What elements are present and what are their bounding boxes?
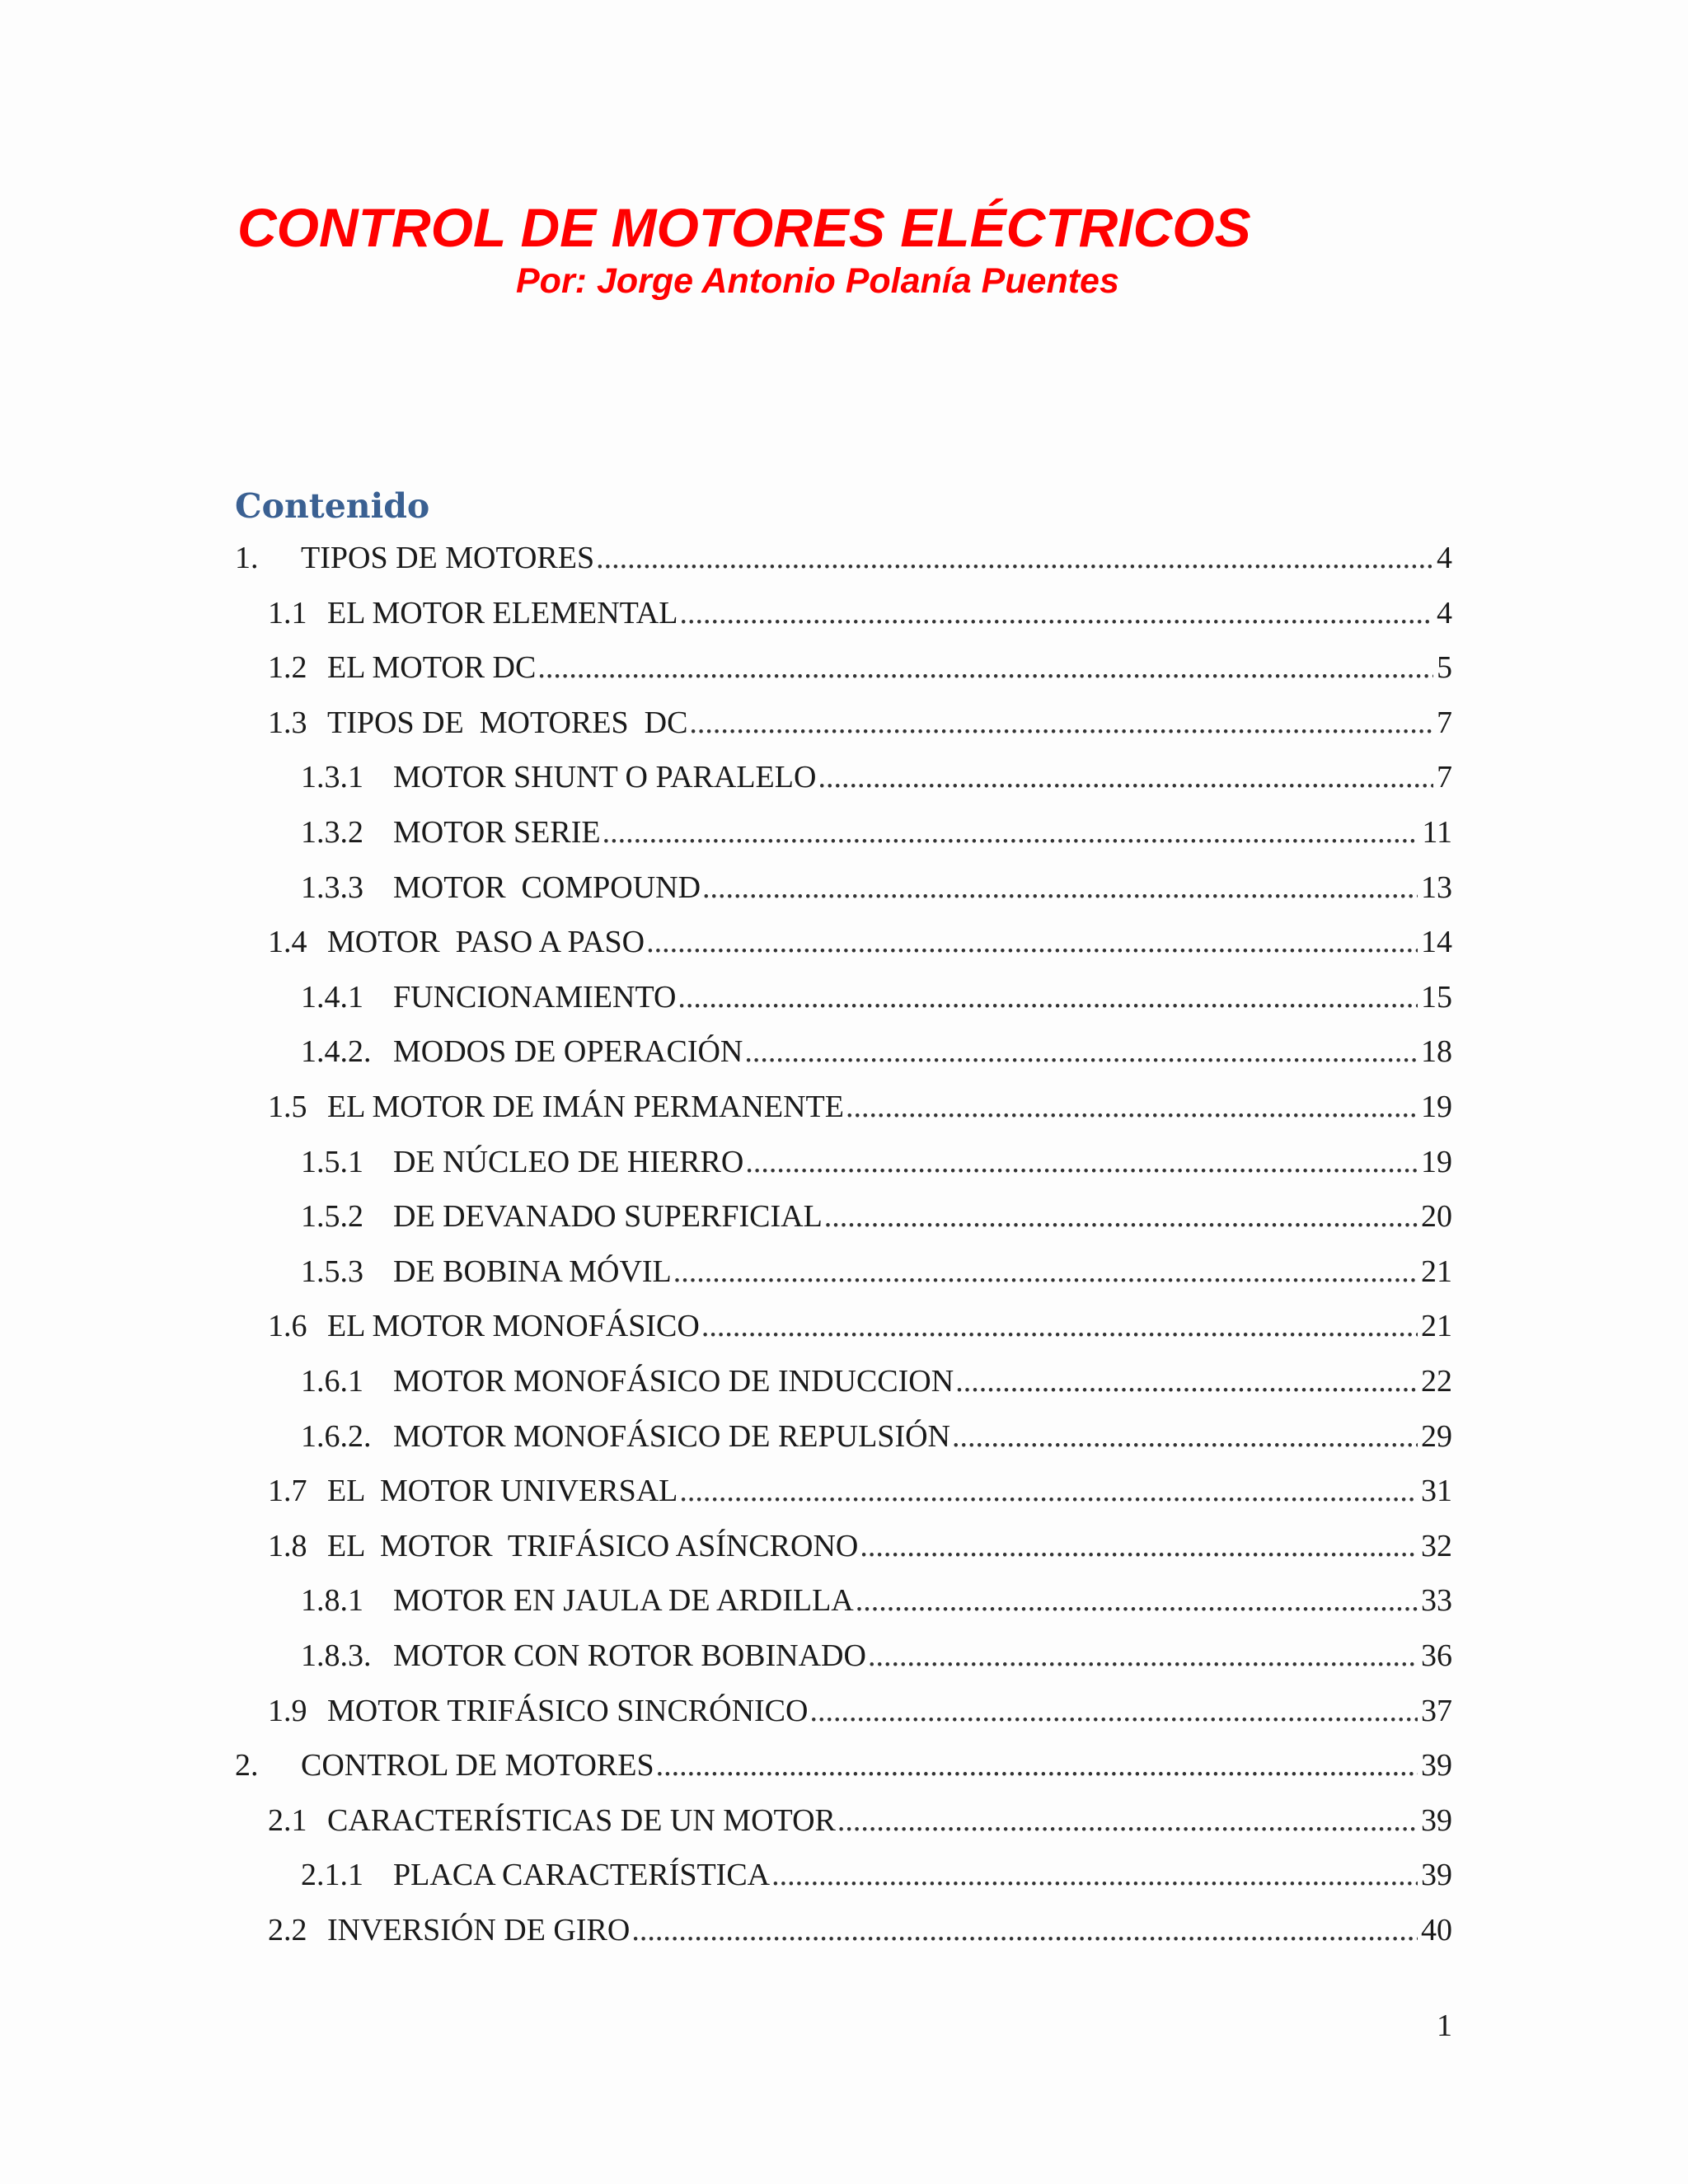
- toc-entry[interactable]: [301, 1194, 1452, 1239]
- toc-entry-label: CARACTERÍSTICAS DE UN MOTOR: [327, 1803, 836, 1838]
- toc-entry-label: PLACA CARACTERÍSTICA: [393, 1858, 771, 1892]
- toc-entry[interactable]: [268, 1469, 1452, 1513]
- toc-entry-label: MOTOR PASO A PASO: [327, 925, 645, 959]
- toc-entry-page: 21: [1421, 1254, 1452, 1289]
- toc-entry-number: 1.1: [268, 596, 307, 630]
- toc-dot-leader: [860, 1524, 1418, 1568]
- toc-entry-label: MOTOR CON ROTOR BOBINADO: [393, 1638, 866, 1673]
- toc-entry-label: DE NÚCLEO DE HIERRO: [393, 1145, 744, 1179]
- toc-entry-page: 19: [1421, 1090, 1452, 1124]
- toc-entry-page: 36: [1421, 1638, 1452, 1673]
- toc-entry[interactable]: [268, 591, 1452, 635]
- toc-entry-page: 37: [1421, 1694, 1452, 1728]
- toc-entry[interactable]: [268, 1085, 1452, 1129]
- toc-entry-label: DE DEVANADO SUPERFICIAL: [393, 1199, 823, 1234]
- toc-dot-leader: [702, 865, 1418, 910]
- toc-entry-number: 1.5.2: [301, 1199, 363, 1234]
- toc-dot-leader: [656, 1743, 1418, 1788]
- toc-dot-leader: [673, 1249, 1418, 1294]
- toc-entry-page: 14: [1421, 925, 1452, 959]
- toc-dot-leader: [745, 1140, 1418, 1184]
- toc-entry-number: 1.5.3: [301, 1254, 363, 1289]
- toc-entry[interactable]: [268, 1524, 1452, 1568]
- toc-entry-number: 2.1: [268, 1803, 307, 1838]
- toc-entry-page: 40: [1421, 1913, 1452, 1947]
- toc-entry-page: 11: [1422, 815, 1452, 850]
- page-number: 1: [1437, 2008, 1452, 2043]
- toc-entry-label: FUNCIONAMIENTO: [393, 980, 677, 1015]
- toc-entry-page: 33: [1421, 1583, 1452, 1618]
- toc-entry[interactable]: [301, 755, 1452, 799]
- toc-dot-leader: [646, 920, 1418, 964]
- toc-entry-label: DE BOBINA MÓVIL: [393, 1254, 672, 1289]
- toc-entry[interactable]: [268, 1908, 1452, 1952]
- toc-dot-leader: [679, 591, 1433, 635]
- toc-entry-number: 1.4: [268, 925, 307, 959]
- toc-dot-leader: [744, 1029, 1418, 1074]
- toc-entry-label: MOTOR MONOFÁSICO DE REPULSIÓN: [393, 1419, 950, 1454]
- toc-entry-page: 15: [1421, 980, 1452, 1015]
- toc-entry-number: 2.1.1: [301, 1858, 363, 1892]
- toc-entry-page: 39: [1421, 1858, 1452, 1892]
- toc-entry-number: 1.3: [268, 705, 307, 740]
- toc-entry[interactable]: [301, 1029, 1452, 1074]
- toc-entry-number: 1.9: [268, 1694, 307, 1728]
- toc-entry-page: 4: [1437, 541, 1452, 575]
- toc-entry-number: 1.3.2: [301, 815, 363, 850]
- toc-entry-number: 1.8: [268, 1529, 307, 1563]
- toc-entry-page: 7: [1437, 760, 1452, 794]
- toc-dot-leader: [596, 536, 1433, 580]
- toc-entry-label: CONTROL DE MOTORES: [301, 1748, 654, 1783]
- toc-entry-label: MODOS DE OPERACIÓN: [393, 1034, 743, 1069]
- toc-dot-leader: [603, 810, 1419, 855]
- toc-heading: Contenido: [235, 486, 430, 526]
- toc-entry-number: 1.4.2.: [301, 1034, 372, 1069]
- document-title: CONTROL DE MOTORES ELÉCTRICOS: [237, 197, 1251, 258]
- toc-entry[interactable]: [301, 865, 1452, 910]
- toc-entry-label: TIPOS DE MOTORES: [301, 541, 595, 575]
- toc-entry-number: 1.5.1: [301, 1145, 363, 1179]
- toc-entry-page: 13: [1421, 870, 1452, 905]
- toc-entry-page: 5: [1437, 650, 1452, 685]
- toc-entry-number: 1.8.1: [301, 1583, 363, 1618]
- toc-entry-page: 31: [1421, 1474, 1452, 1508]
- toc-entry-label: EL MOTOR DE IMÁN PERMANENTE: [327, 1090, 844, 1124]
- toc-entry[interactable]: [301, 810, 1452, 855]
- toc-entry[interactable]: [235, 536, 1452, 580]
- toc-dot-leader: [809, 1689, 1418, 1733]
- toc-entry-label: MOTOR SERIE: [393, 815, 601, 850]
- toc-entry[interactable]: [268, 920, 1452, 964]
- toc-entry-number: 1.6.2.: [301, 1419, 372, 1454]
- toc-entry-label: EL MOTOR MONOFÁSICO: [327, 1309, 700, 1343]
- toc-entry-label: EL MOTOR ELEMENTAL: [327, 596, 678, 630]
- toc-entry[interactable]: [268, 1798, 1452, 1843]
- toc-dot-leader: [818, 755, 1433, 799]
- toc-entry-label: INVERSIÓN DE GIRO: [327, 1913, 631, 1947]
- toc-dot-leader: [679, 1469, 1418, 1513]
- toc-entry-number: 2.2: [268, 1913, 307, 1947]
- toc-dot-leader: [837, 1798, 1418, 1843]
- toc-entry-label: MOTOR SHUNT O PARALELO: [393, 760, 817, 794]
- toc-entry-label: EL MOTOR UNIVERSAL: [327, 1474, 678, 1508]
- toc-entry-page: 4: [1437, 596, 1452, 630]
- toc-entry-page: 20: [1421, 1199, 1452, 1234]
- toc-entry[interactable]: [268, 1689, 1452, 1733]
- toc-entry-page: 21: [1421, 1309, 1452, 1343]
- toc-dot-leader: [868, 1633, 1418, 1678]
- toc-entry-number: 1.4.1: [301, 980, 363, 1015]
- toc-dot-leader: [537, 645, 1433, 690]
- toc-dot-leader: [678, 975, 1418, 1019]
- toc-entry-label: MOTOR MONOFÁSICO DE INDUCCION: [393, 1364, 954, 1399]
- toc-entry-number: 1.7: [268, 1474, 307, 1508]
- toc-dot-leader: [952, 1414, 1418, 1459]
- toc-dot-leader: [824, 1194, 1418, 1239]
- toc-entry-page: 7: [1437, 705, 1452, 740]
- toc-entry[interactable]: [235, 1743, 1452, 1788]
- toc-entry-page: 22: [1421, 1364, 1452, 1399]
- toc-entry-number: 1.6: [268, 1309, 307, 1343]
- toc-entry[interactable]: [301, 1140, 1452, 1184]
- toc-dot-leader: [955, 1359, 1418, 1404]
- toc-entry-number: 1.8.3.: [301, 1638, 372, 1673]
- toc-entry[interactable]: [301, 975, 1452, 1019]
- toc-entry-page: 39: [1421, 1748, 1452, 1783]
- toc-entry[interactable]: [301, 1414, 1452, 1459]
- toc-entry[interactable]: [301, 1359, 1452, 1404]
- toc-entry-number: 1.5: [268, 1090, 307, 1124]
- toc-entry-label: EL MOTOR DC: [327, 650, 537, 685]
- toc-entry-label: MOTOR EN JAULA DE ARDILLA: [393, 1583, 854, 1618]
- toc-entry[interactable]: [301, 1633, 1452, 1678]
- toc-entry-number: 1.6.1: [301, 1364, 363, 1399]
- toc-entry-page: 29: [1421, 1419, 1452, 1454]
- toc-entry-number: 1.: [235, 541, 259, 575]
- toc-entry-number: 2.: [235, 1748, 259, 1783]
- toc-entry-label: MOTOR COMPOUND: [393, 870, 701, 905]
- document-author: Por: Jorge Antonio Polanía Puentes: [516, 261, 1119, 301]
- toc-dot-leader: [701, 1304, 1418, 1348]
- toc-entry[interactable]: [268, 645, 1452, 690]
- toc-dot-leader: [689, 701, 1433, 745]
- toc-entry-page: 19: [1421, 1145, 1452, 1179]
- toc-dot-leader: [771, 1853, 1418, 1897]
- toc-entry-number: 1.3.3: [301, 870, 363, 905]
- toc-entry[interactable]: [301, 1853, 1452, 1897]
- toc-entry-page: 18: [1421, 1034, 1452, 1069]
- toc-entry[interactable]: [268, 1304, 1452, 1348]
- toc-entry-label: TIPOS DE MOTORES DC: [327, 705, 688, 740]
- toc-dot-leader: [856, 1578, 1418, 1623]
- toc-entry-page: 32: [1421, 1529, 1452, 1563]
- toc-entry[interactable]: [301, 1578, 1452, 1623]
- toc-entry-label: MOTOR TRIFÁSICO SINCRÓNICO: [327, 1694, 809, 1728]
- toc-entry[interactable]: [268, 701, 1452, 745]
- toc-entry[interactable]: [301, 1249, 1452, 1294]
- toc-entry-number: 1.2: [268, 650, 307, 685]
- toc-dot-leader: [631, 1908, 1418, 1952]
- toc-dot-leader: [846, 1085, 1418, 1129]
- toc-entry-label: EL MOTOR TRIFÁSICO ASÍNCRONO: [327, 1529, 859, 1563]
- toc-entry-number: 1.3.1: [301, 760, 363, 794]
- toc-entry-page: 39: [1421, 1803, 1452, 1838]
